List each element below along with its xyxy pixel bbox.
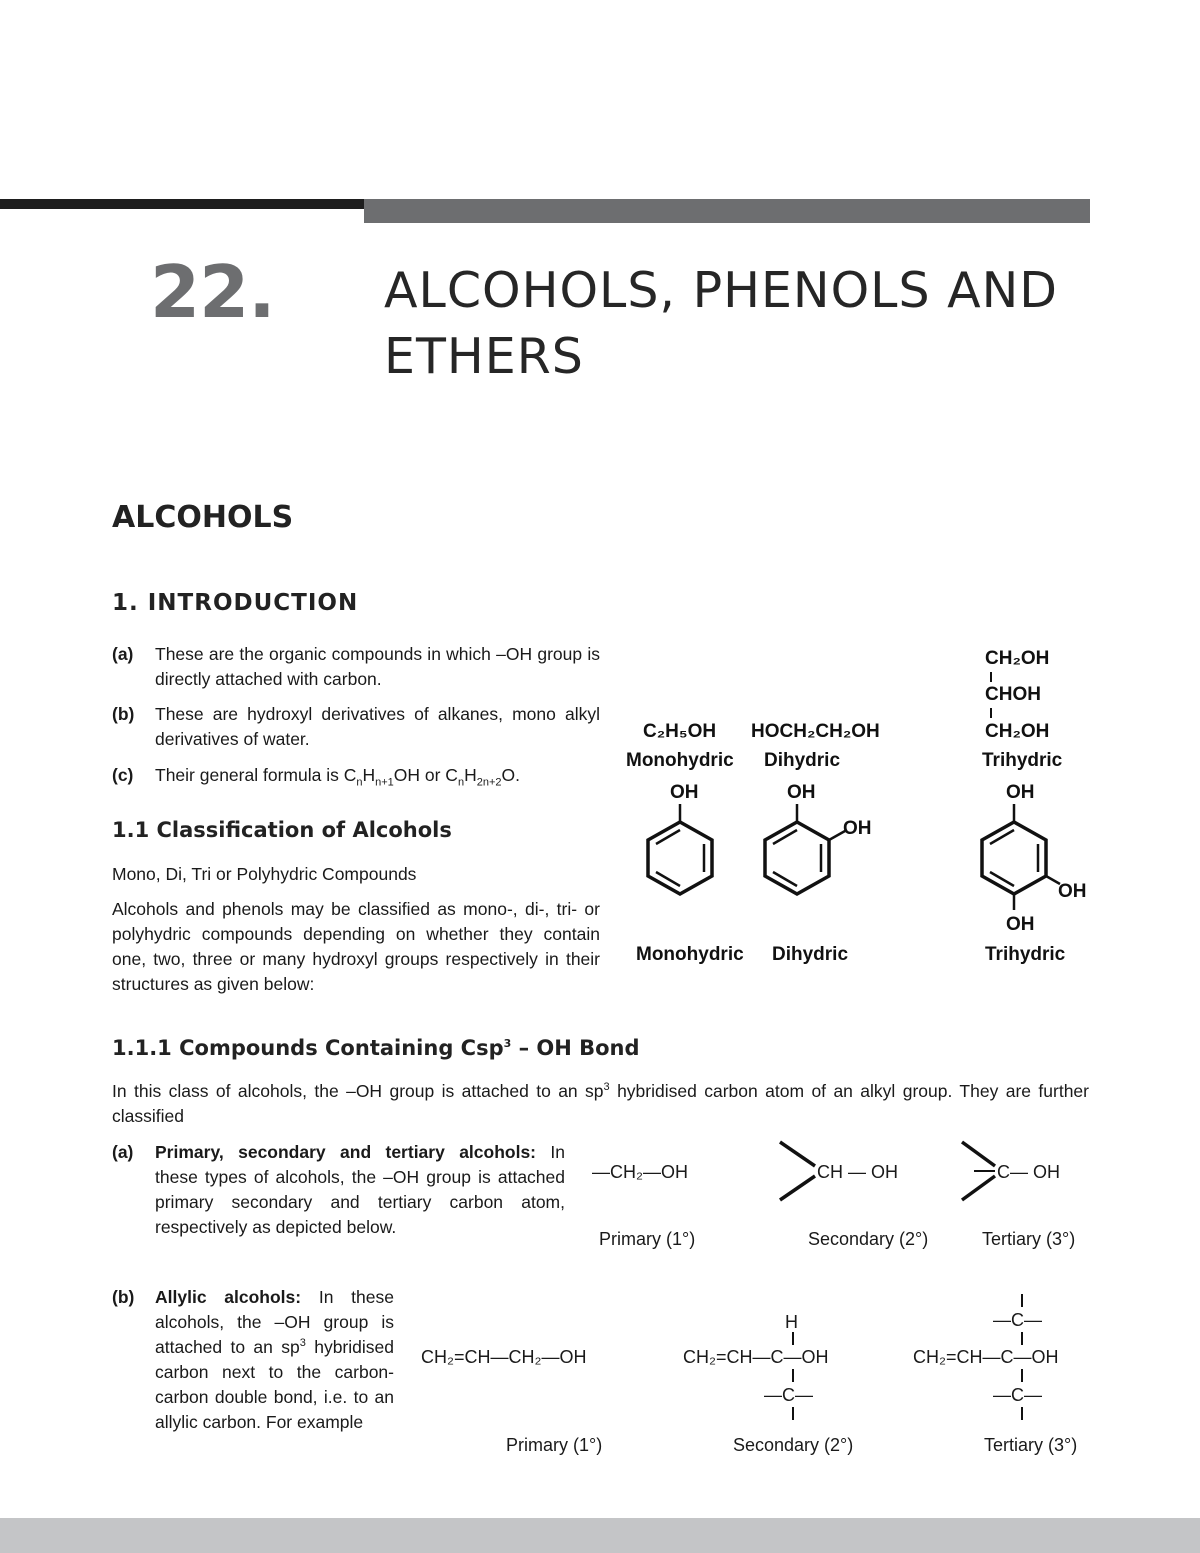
phenol-oh: OH — [670, 782, 699, 803]
trihydric-oh-2: OH — [1058, 881, 1087, 902]
intro-item-a-marker: (a) — [112, 644, 134, 664]
classification-paragraph: Alcohols and phenols may be classified as mono-, di-, tri- or polyhydric compounds depending on whether they contain one, two, three or many hydroxyl groups respectively in their structures as given below: — [112, 899, 600, 994]
dihydric-formula: HOCH₂CH₂OH — [751, 721, 880, 742]
trihydric-label-bottom: Trihydric — [985, 944, 1066, 965]
monohydric-label-bottom: Monohydric — [636, 944, 744, 965]
allylic-tertiary-branch-top: —C— — [993, 1310, 1042, 1330]
primary-alcohol-formula: —CH₂—OH — [592, 1162, 688, 1182]
allylic-secondary-branch: —C— — [764, 1385, 813, 1405]
header-bar-grey — [364, 199, 1090, 223]
trihydric-label-top: Trihydric — [982, 750, 1063, 771]
allylic-tertiary-label: Tertiary (3°) — [984, 1435, 1078, 1455]
trihydric-line3: CH₂OH — [985, 721, 1050, 742]
tertiary-label: Tertiary (3°) — [982, 1229, 1076, 1249]
monohydric-formula: C₂H₅OH — [643, 721, 717, 742]
allylic-primary-formula: CH₂=CH—CH₂—OH — [421, 1347, 587, 1367]
trihydric-oh-1: OH — [1006, 782, 1035, 803]
intro-item-b-text: These are hydroxyl derivatives of alkanes, mono alkyl derivatives of water. — [155, 704, 600, 749]
secondary-branches — [780, 1142, 815, 1200]
catechol-ring — [765, 804, 845, 894]
intro-item-a-text: These are the organic compounds in which –OH group is directly attached with carbon. — [155, 644, 600, 689]
allylic-tertiary-formula: CH₂=CH—C—OH — [913, 1347, 1059, 1367]
trihydric-oh-3: OH — [1006, 914, 1035, 935]
chapter-number: 22. — [150, 250, 275, 334]
intro-item-c-marker: (c) — [112, 765, 134, 785]
tertiary-branches — [962, 1142, 995, 1200]
intro-item-c-text: Their general formula is $C_nH_{n+1}OH$ or $C_nH_{2n+2}O$. — [155, 765, 520, 789]
section-title: ALCOHOLS — [112, 500, 294, 535]
header-bar-dark — [0, 199, 364, 209]
trihydric-line2: CHOH — [985, 684, 1041, 705]
allylic-tertiary-branch-bottom: —C— — [993, 1385, 1042, 1405]
dihydric-label-top: Dihydric — [764, 750, 841, 771]
classification-heading: 1.1 Classification of Alcohols — [112, 818, 452, 842]
monohydric-label-top: Monohydric — [626, 750, 734, 771]
intro-item-b-marker: (b) — [112, 704, 135, 724]
csp3-item-b-text: Allylic alcohols: In these alcohols, the –OH group is attached to an $sp^3$ hybridised carbon next to the carbon-carbon double bond, i.e. to an allylic carbon. For example — [155, 1287, 394, 1432]
trihydric-line1: CH₂OH — [985, 648, 1050, 669]
footer-bar — [0, 1518, 1200, 1553]
allylic-secondary-formula: CH₂=CH—C—OH — [683, 1347, 829, 1367]
allylic-secondary-h: H — [785, 1312, 798, 1332]
allylic-secondary-label: Secondary (2°) — [733, 1435, 854, 1455]
secondary-alcohol-formula: CH — OH — [817, 1162, 898, 1182]
classification-subheading: Mono, Di, Tri or Polyhydric Compounds — [112, 864, 417, 884]
intro-heading: 1. INTRODUCTION — [112, 590, 359, 616]
chapter-title: ALCOHOLS, PHENOLS AND ETHERS — [384, 262, 1059, 385]
csp3-item-b-marker: (b) — [112, 1287, 135, 1307]
phenol-ring — [648, 804, 712, 894]
catechol-oh-2: OH — [843, 818, 872, 839]
trihydric-ring — [982, 804, 1060, 910]
secondary-label: Secondary (2°) — [808, 1229, 929, 1249]
trihydric-chain — [985, 648, 1049, 742]
csp3-paragraph: In this class of alcohols, the –OH group is attached to an $sp^3$ hybridised carbon atom of an alkyl group. They are further classified — [112, 1081, 1089, 1126]
csp3-item-a-text: Primary, secondary and tertiary alcohols: In these types of alcohols, the –OH group is attached primary secondary and tertiary carbon atom, respectively as depicted below. — [155, 1142, 565, 1237]
catechol-oh-1: OH — [787, 782, 816, 803]
tertiary-alcohol-formula: C— OH — [997, 1162, 1060, 1182]
csp3-item-a-marker: (a) — [112, 1142, 134, 1162]
dihydric-label-bottom: Dihydric — [772, 944, 849, 965]
csp3-heading: 1.1.1 Compounds Containing Csp$^3$ – OH Bond — [112, 1036, 640, 1060]
primary-label: Primary (1°) — [599, 1229, 696, 1249]
allylic-primary-label: Primary (1°) — [506, 1435, 603, 1455]
